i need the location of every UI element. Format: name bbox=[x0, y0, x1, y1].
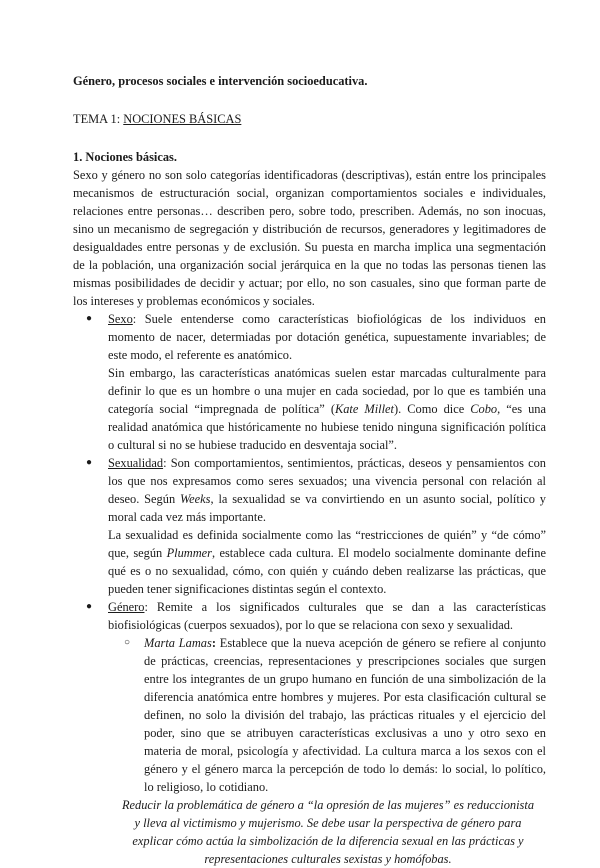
sexualidad-text-2a: La sexualidad es definida socialmente como las “restricciones de quién” y “de cómo” que, según bbox=[108, 528, 546, 560]
document-title: Género, procesos sociales e intervención socioeducativa. bbox=[73, 74, 368, 88]
lamas-item bbox=[144, 634, 546, 796]
definitions-list bbox=[73, 310, 546, 868]
section-heading: 1. Nociones básicas. bbox=[73, 150, 177, 164]
sexualidad-text-2b: , establece cada cultura. El modelo socialmente dominante define qué es o no sexualidad, cómo, con quién y cuándo deben realizarse las prácticas, que pueden tener significaciones distintas según el contexto. bbox=[108, 546, 547, 596]
sexo-item bbox=[108, 310, 546, 454]
lamas-author: Marta Lamas bbox=[144, 636, 212, 650]
sexualidad-text-1a: : Son comportamientos, sentimientos, prácticas, deseos y pensamientos con los que nos expresamos como seres sexuados; una vivencia personal con relación al deseo. Según bbox=[108, 456, 546, 506]
lamas-colon: : bbox=[211, 636, 216, 650]
tema-heading bbox=[73, 110, 546, 128]
sexualidad-text-1b: , la sexualidad se va convirtiendo en un asunto social, político y moral cada vez más importante. bbox=[108, 492, 546, 524]
genero-term: Género bbox=[108, 600, 145, 614]
sexo-text-2a: Sin embargo, las características anatómicas suelen estar marcadas culturalmente para definir lo que es un hombre o una mujer en cada sociedad, por lo que es también una categoría social “impregnada de política” ( bbox=[108, 366, 546, 416]
genero-item bbox=[108, 598, 546, 868]
sexo-author-cobo: Cobo bbox=[470, 402, 498, 416]
sexualidad-term: Sexualidad bbox=[108, 456, 164, 470]
genero-quote: Reducir la problemática de género a “la opresión de las mujeres” es reduccionista y lleva al victimismo y mujerismo. Se debe usar la perspectiva de género para explicar cómo actúa la simbolización de la diferencia sexual en las prácticas y representaciones culturales sexistas y homófobas. bbox=[121, 798, 535, 866]
sexo-text-1: : Suele entenderse como características biofiológicas de los individuos en momento de nacer, determiadas por dotación genética, supuestamente invariables; de este modo, el referente es anatómico. bbox=[108, 312, 546, 362]
sexo-author-millet: Kate Millet bbox=[334, 402, 394, 416]
sexualidad-author-weeks: Weeks bbox=[179, 492, 211, 506]
tema-prefix: TEMA 1: bbox=[73, 112, 124, 126]
genero-text-1: : Remite a los significados culturales que se dan a las características biofisiológicas (cuerpos sexuados), por lo que se relaciona con sexo y sexualidad. bbox=[108, 600, 546, 632]
sexo-term: Sexo bbox=[108, 312, 133, 326]
sexualidad-author-plummer: Plummer bbox=[166, 546, 213, 560]
lamas-text: Establece que la nueva acepción de género se refiere al conjunto de prácticas, creencias, representaciones y prescripciones sociales que surgen entre los integrantes de un grupo humano en función de una simbolización de la diferencia anatómica entre hombres y mujeres. Por esta clasificación cultural se definen, no solo la división del trabajo, las prácticas rituales y el ejercicio del poder, sino que se atribuyen características exclusivas a uno y otro sexo en materia de moral, psicología y afectividad. La cultura marca a los sexos con el género y el género marca la percepción de todo lo demás: lo social, lo político, lo religioso, lo cotidiano. bbox=[144, 636, 546, 794]
genero-sublist bbox=[108, 634, 546, 796]
tema-name: NOCIONES BÁSICAS bbox=[123, 112, 242, 126]
sexo-text-2c: , “es una realidad anatómica que históricamente no hubiese tenido ninguna significación política o cultural si no se hubiese traducido en desventaja social”. bbox=[108, 402, 546, 452]
intro-paragraph: Sexo y género no son solo categorías identificadoras (descriptivas), están entre los principales mecanismos de estructuración social, organizan comportamientos sociales e individuales, relaciones entre personas… describen pero, sobre todo, prescriben. Además, no son inocuas, sino un mecanismo de segregación y distribución de recursos, generadores y legitimadores de desigualdades entre personas y de exclusión. Su puesta en marcha implica una segmentación de la población, una organización social jerárquica en la que no todas las personas tienen las mismas posibilidades de decidir y actuar; por ello, no son casuales, sino que forman parte de los intereses y problemas económicos y sociales. bbox=[73, 168, 546, 308]
sexo-text-2b: ). Como dice bbox=[393, 402, 471, 416]
sexualidad-item bbox=[108, 454, 546, 598]
